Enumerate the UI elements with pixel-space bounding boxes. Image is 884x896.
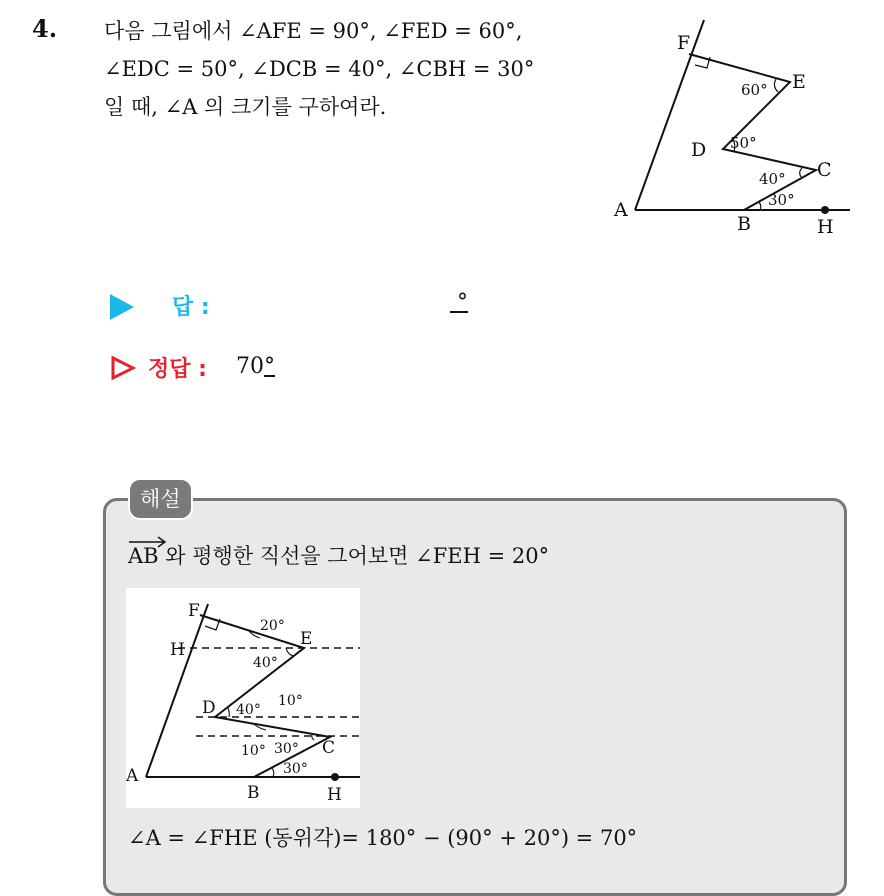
label-c: C (817, 159, 832, 181)
angle-e: 60° (741, 81, 768, 99)
angle-d: 50° (730, 134, 757, 152)
angle2-40e: 40° (253, 655, 278, 671)
explanation-line-1 (128, 540, 549, 570)
label2-d: D (202, 698, 216, 718)
answer-label: 답 : (172, 295, 210, 320)
angle2-20: 20° (260, 618, 285, 634)
angle2-10c: 10° (241, 743, 266, 759)
label2-f: F (188, 601, 200, 621)
label-h: H (817, 216, 834, 238)
arc-e (774, 79, 778, 92)
correct-answer-row (110, 352, 510, 386)
label2-h-top: H (170, 640, 185, 660)
answer-row (110, 290, 510, 324)
problem-figure (606, 18, 856, 243)
answer-blank[interactable] (450, 290, 468, 315)
explanation-tag: 해설 (128, 478, 193, 520)
point-h-dot-2 (331, 773, 339, 781)
outline-triangle-icon (110, 355, 136, 381)
label2-a: A (126, 766, 139, 786)
label-a: A (614, 199, 628, 221)
play-triangle-icon (110, 294, 134, 320)
question-line-1: 다음 그림에서 ∠AFE = 90°, ∠FED = 60°, (104, 19, 523, 43)
label2-h-bottom: H (327, 785, 342, 805)
label-b: B (737, 213, 751, 235)
question-number: 4. (32, 14, 58, 43)
answer-unit: ° (457, 290, 468, 315)
vector-arrow-icon (128, 536, 168, 548)
correct-unit: ° (264, 354, 275, 379)
point-h-dot (821, 206, 829, 214)
question-text (104, 12, 604, 126)
label2-e: E (300, 629, 313, 649)
label-d: D (691, 139, 707, 161)
vector-ab: AB (128, 544, 159, 568)
correct-label: 정답 : (148, 357, 207, 382)
angle2-30c: 30° (274, 741, 299, 757)
angle2-30b: 30° (283, 761, 308, 777)
angle-b: 30° (768, 191, 795, 209)
explanation-figure (126, 588, 360, 808)
explanation-line-2: ∠A = ∠FHE (동위각)= 180° − (90° + 20°) = 70° (128, 826, 638, 850)
angle-c: 40° (759, 170, 786, 188)
question-line-2: ∠EDC = 50°, ∠DCB = 40°, ∠CBH = 30° (104, 57, 535, 81)
correct-value (236, 354, 275, 379)
label-f: F (677, 32, 691, 54)
question-line-3: 일 때, ∠A 의 크기를 구하여라. (104, 95, 387, 119)
label2-b: B (247, 783, 260, 803)
correct-number: 70 (236, 354, 264, 379)
arc-c (800, 168, 802, 177)
line-af (635, 20, 707, 210)
label2-c: C (322, 738, 336, 758)
label-e: E (792, 71, 806, 93)
angle2-40d: 40° (236, 702, 261, 718)
explanation-line-1-text: 와 평행한 직선을 그어보면 ∠FEH = 20° (158, 544, 550, 568)
arc-b (759, 202, 761, 210)
angle2-10d: 10° (278, 693, 303, 709)
